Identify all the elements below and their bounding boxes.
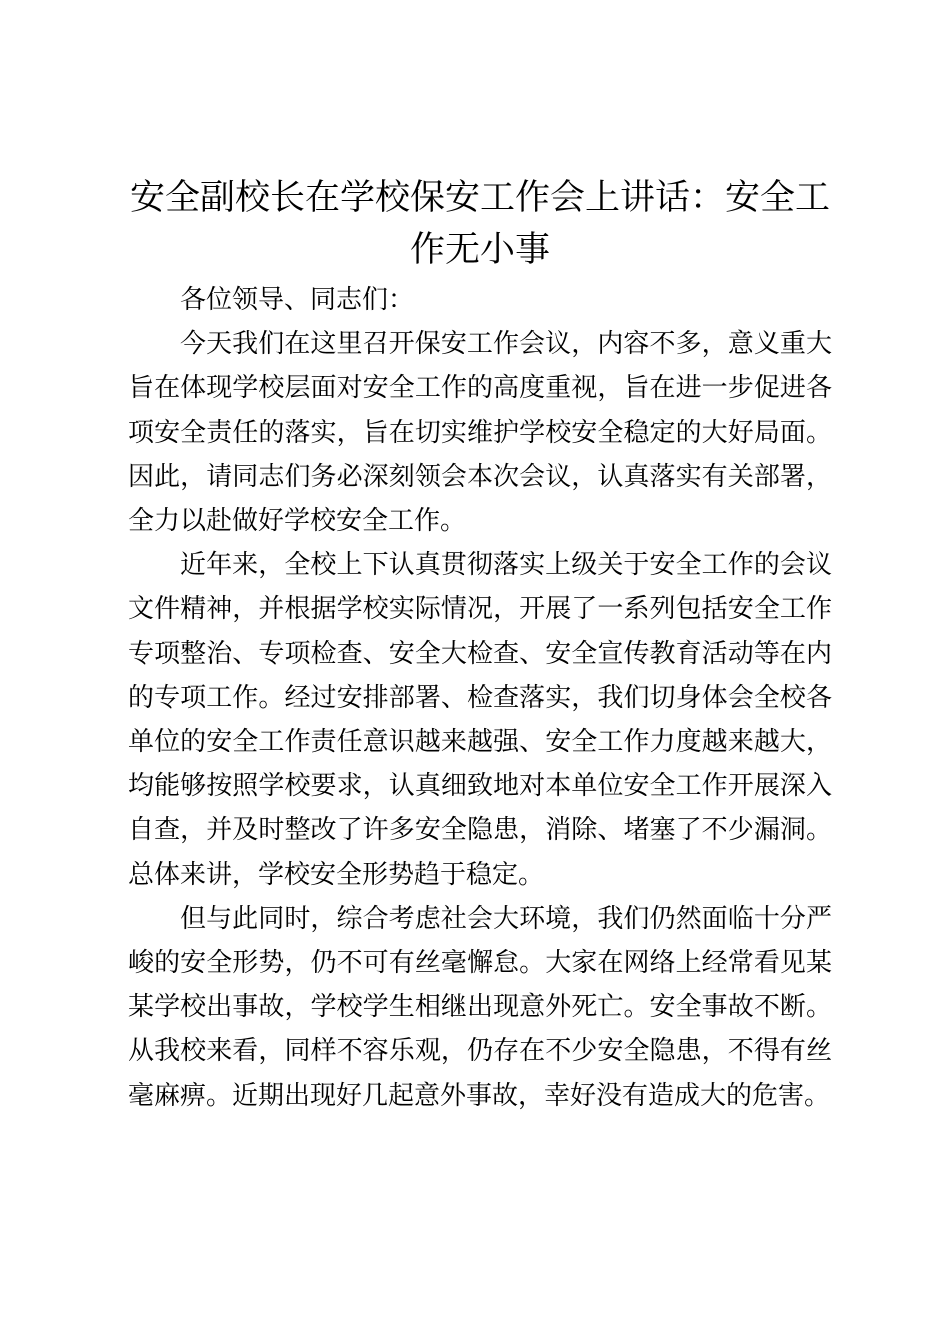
paragraph: 但与此同时，综合考虑社会大环境，我们仍然面临十分严峻的安全形势，仍不可有丝毫懈怠。大家在网络上经常看见某某学校出事故，学校学生相继出现意外死亡。安全事故不断。从我校来看，同样不容乐观，仍存在不少安全隐患，不得有丝毫麻痹。近期出现好几起意外事故，幸好没有造成大的危害。: [128, 903, 832, 1111]
document-body: [128, 278, 832, 1118]
salutation-paragraph: 各位领导、同志们：: [180, 285, 415, 315]
document-title: 安全副校长在学校保安工作会上讲话：安全工作无小事: [129, 178, 830, 270]
paragraph: 近年来，全校上下认真贯彻落实上级关于安全工作的会议文件精神，并根据学校实际情况，开展了一系列包括安全工作专项整治、专项检查、安全大检查、安全宣传教育活动等在内的专项工作。经过安排部署、检查落实，我们切身体会全校各单位的安全工作责任意识越来越强、安全工作力度越来越大，均能够按照学校要求，认真细致地对本单位安全工作开展深入自查，并及时整改了许多安全隐患，消除、堵塞了不少漏洞。总体来讲，学校安全形势趋于稳定。: [128, 550, 832, 890]
paragraph: 今天我们在这里召开保安工作会议，内容不多，意义重大旨在体现学校层面对安全工作的高度重视，旨在进一步促进各项安全责任的落实，旨在切实维护学校安全稳定的大好局面。因此，请同志们务必深刻领会本次会议，认真落实有关部署，全力以赴做好学校安全工作。: [128, 329, 832, 537]
document-page: [128, 172, 832, 1118]
